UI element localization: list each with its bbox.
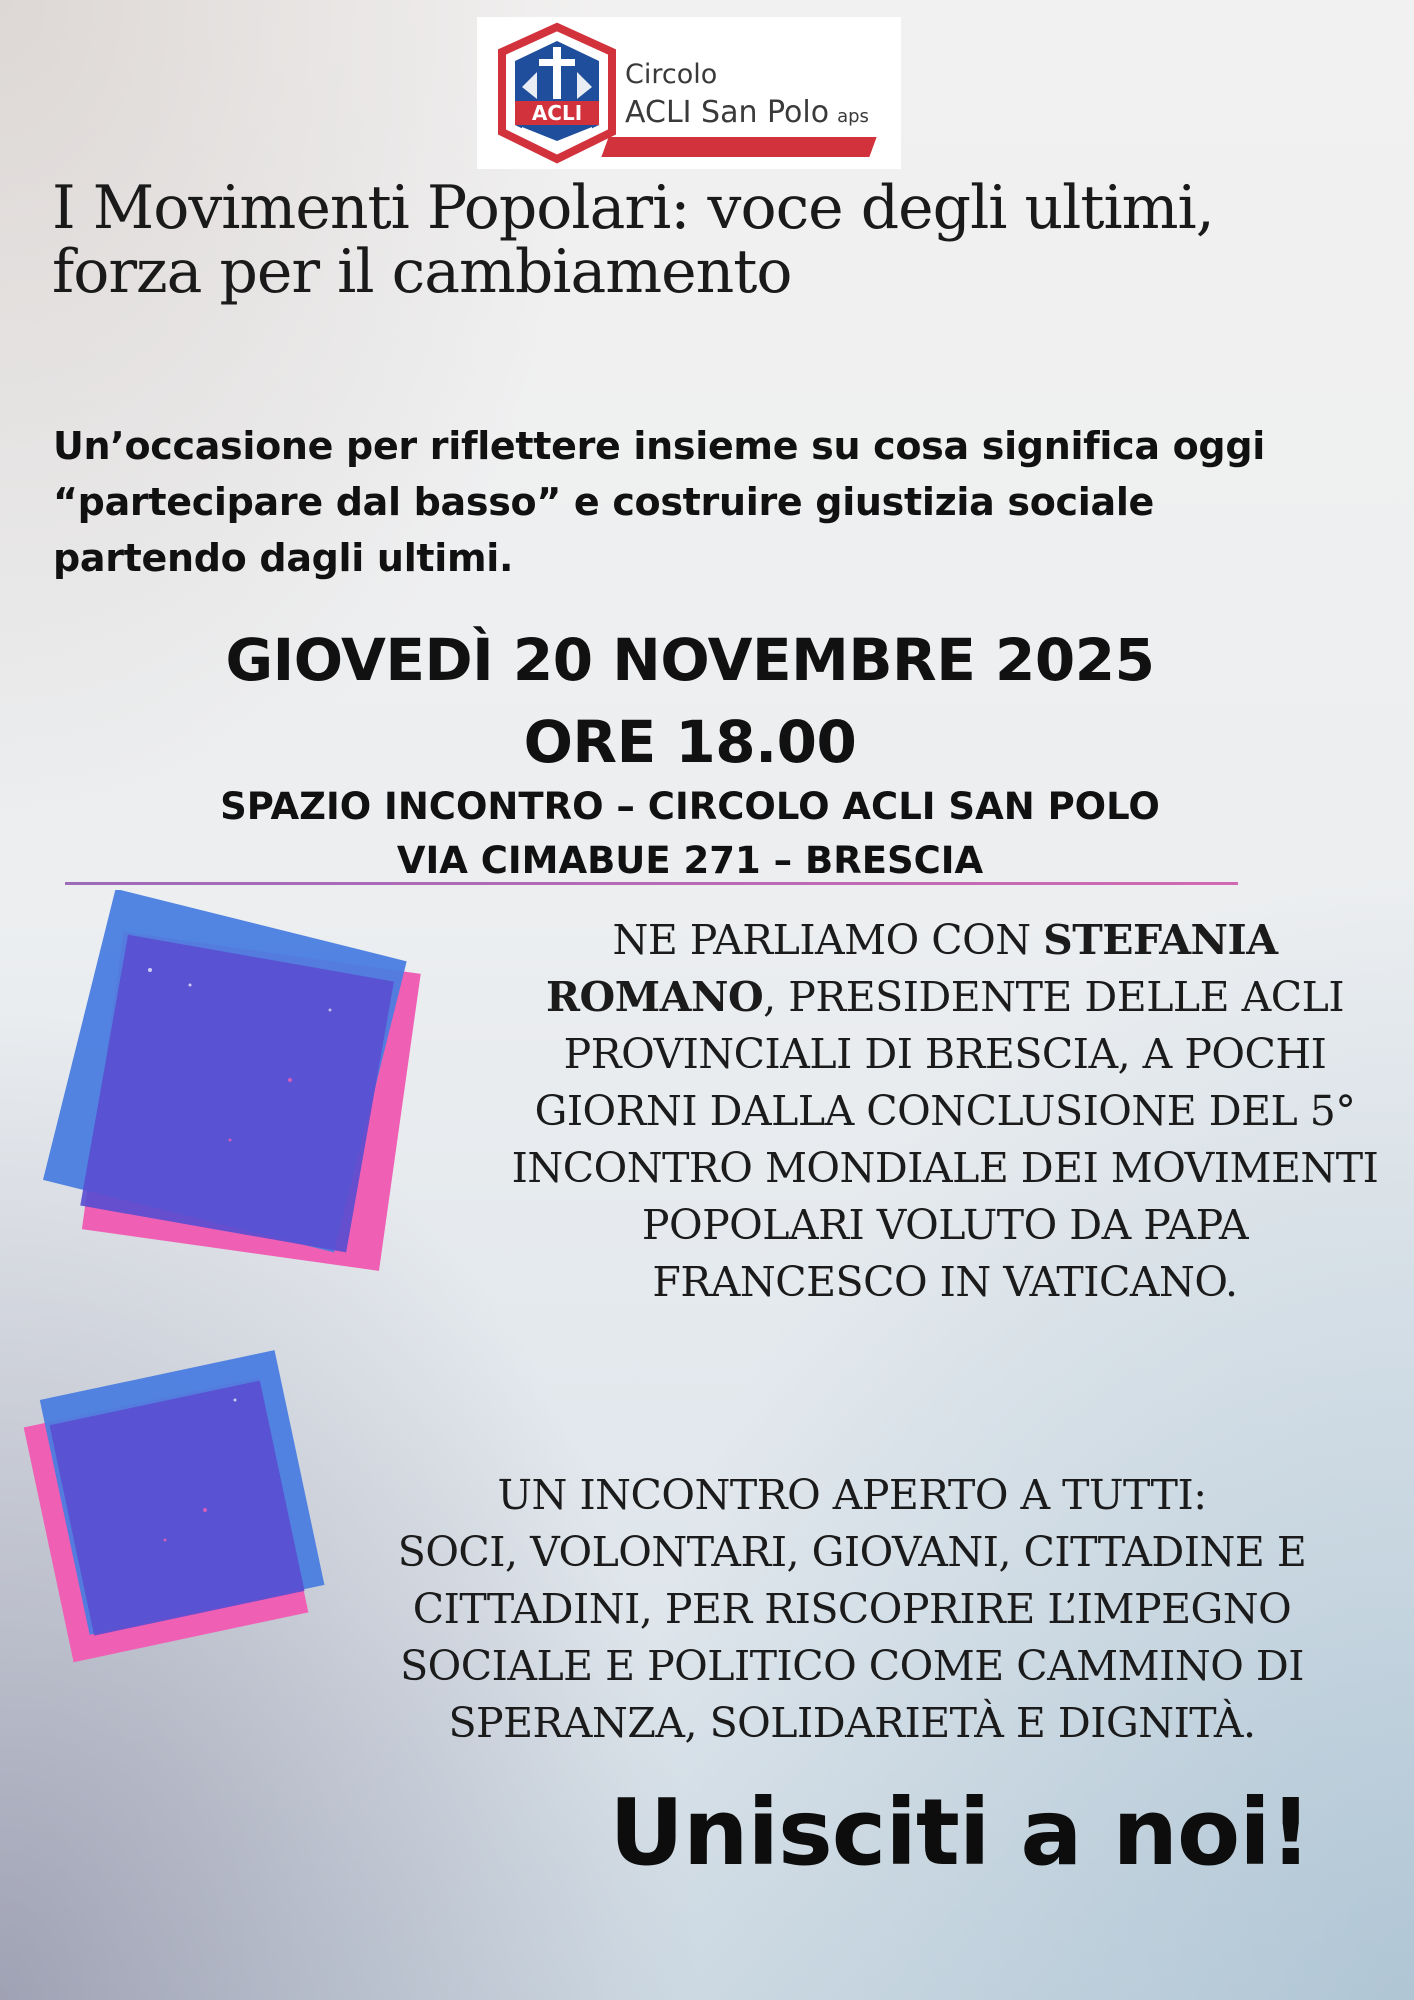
divider xyxy=(65,882,1238,885)
title-line-1: I Movimenti Popolari: voce degli ultimi, xyxy=(52,173,1214,243)
speaker-name: STEFANIA ROMANO xyxy=(545,916,1278,1021)
decorative-squares-top xyxy=(30,890,450,1330)
logo-aps-suffix: aps xyxy=(837,106,869,127)
speaker-intro: NE PARLIAMO CON xyxy=(612,916,1044,964)
audience-paragraph xyxy=(352,1524,1352,1752)
speaker-paragraph xyxy=(505,912,1385,1311)
audience-line-2: CITTADINI, PER RISCOPRIRE L’IMPEGNO xyxy=(412,1585,1292,1633)
event-time: ORE 18.00 xyxy=(523,708,857,776)
event-venue: SPAZIO INCONTRO – CIRCOLO ACLI SAN POLO xyxy=(220,785,1160,828)
logo-circolo-text: Circolo xyxy=(625,59,718,90)
decorative-squares-bottom xyxy=(15,1340,345,1680)
audience-heading: UN INCONTRO APERTO A TUTTI: xyxy=(497,1471,1207,1519)
logo-name-text xyxy=(625,95,869,130)
call-to-action: Unisciti a noi! xyxy=(609,1779,1311,1886)
event-title xyxy=(52,173,1372,307)
intro-line-2: “partecipare dal basso” e costruire giustizia sociale xyxy=(53,480,1155,524)
audience-line-4: SPERANZA, SOLIDARIETÀ E DIGNITÀ. xyxy=(448,1699,1256,1747)
emblem-label: ACLI xyxy=(531,101,583,125)
event-address: VIA CIMABUE 271 – BRESCIA xyxy=(396,839,984,882)
intro-line-1: Un’occasione per riflettere insieme su cosa significa oggi xyxy=(53,424,1265,468)
audience-line-1: SOCI, VOLONTARI, GIOVANI, CITTADINE E xyxy=(397,1528,1307,1576)
logo xyxy=(477,17,901,169)
speaker-description: , PRESIDENTE DELLE ACLI PROVINCIALI DI BRESCIA, A POCHI GIORNI DALLA CONCLUSIONE DEL 5° INCONTRO MONDIALE DEI MOVIMENTI POPOLARI VOLUTO DA PAPA FRANCESCO IN VATICANO. xyxy=(511,973,1379,1306)
intro-paragraph xyxy=(53,418,1383,586)
logo-red-bar xyxy=(601,137,876,157)
event-date: GIOVEDÌ 20 NOVEMBRE 2025 xyxy=(225,626,1155,694)
audience-line-3: SOCIALE E POLITICO COME CAMMINO DI xyxy=(400,1642,1304,1690)
intro-line-3: partendo dagli ultimi. xyxy=(53,536,514,580)
logo-name: ACLI San Polo xyxy=(625,95,830,130)
title-line-2: forza per il cambiamento xyxy=(52,237,792,307)
